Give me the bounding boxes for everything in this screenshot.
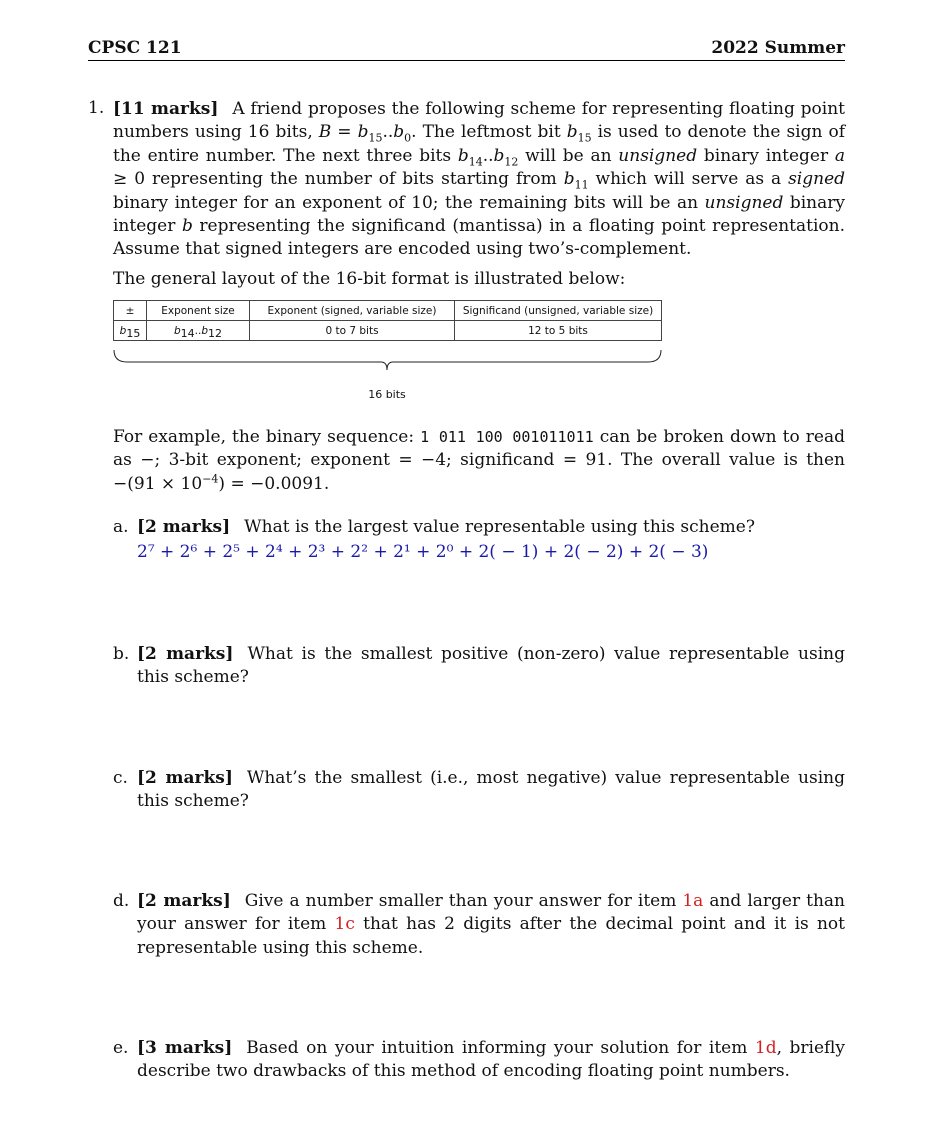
bit-layout-table <box>113 300 662 341</box>
table-cell-significand-bits: 12 to 5 bits <box>455 321 662 341</box>
ref-1c-link[interactable]: 1c <box>334 914 355 935</box>
table-header-exponent: Exponent (signed, variable size) <box>250 301 455 321</box>
table-header-exponent-size: Exponent size <box>147 301 250 321</box>
ref-1a-link[interactable]: 1a <box>682 891 704 911</box>
example-text: For example, the binary sequence: 1 011 100 001011011 can be broken down to read as −; 3-bit exponent; exponent = −4; significand = 91. The overall value is then $-(91 \times 10^{-4}) = -0.0091$. <box>113 427 845 494</box>
course-code: CPSC 121 <box>88 38 182 58</box>
part-b: b. [2 marks] What is the smallest positive (non-zero) value representable using this scheme? <box>113 644 845 688</box>
table-cell-b14-b12: $b_{14}..b_{12}$ <box>147 321 250 341</box>
part-e: e. [3 marks] Based on your intuition informing your solution for item 1d, briefly describe two drawbacks of this method of encoding floating point numbers. <box>113 1038 845 1082</box>
table-cell-exponent-bits: 0 to 7 bits <box>250 321 455 341</box>
part-a: a. [2 marks] What is the largest value representable using this scheme? <box>113 517 755 537</box>
part-d: d. [2 marks] Give a number smaller than your answer for item 1a and larger than your answer for item 1c that has 2 digits after the decimal point and it is not representable using this scheme. <box>113 891 845 958</box>
question-number: 1. <box>88 98 105 118</box>
term: 2022 Summer <box>711 38 845 58</box>
brace-label: 16 bits <box>368 388 406 401</box>
question-marks: [11 marks] <box>113 99 219 119</box>
ref-1d-link[interactable]: 1d <box>754 1038 777 1058</box>
example-bit-sequence: 1 011 100 001011011 <box>420 428 594 446</box>
part-a-answer: 2⁷ + 2⁶ + 2⁵ + 2⁴ + 2³ + 2² + 2¹ + 2⁰ + 2( − 1) + 2( − 2) + 2( − 3) <box>137 542 709 562</box>
brace-16-bits <box>113 348 665 384</box>
table-header-sign: ± <box>114 301 147 321</box>
table-cell-b15: $b_{15}$ <box>114 321 147 341</box>
layout-intro: The general layout of the 16-bit format is illustrated below: <box>113 269 626 289</box>
table-header-significand: Significand (unsigned, variable size) <box>455 301 662 321</box>
page-header <box>88 36 845 61</box>
question-intro: [11 marks] A friend proposes the following scheme for representing floating point numbers using 16 bits, $B = b_{15}..b_0$. The leftmost bit $b_{15}$ is used to denote the sign of the entire number. The next three bits $b_{14}..b_{12}$ will be an unsigned binary integer a ≥ 0 representing the number of bits starting from $b_{11}$ which will serve as a signed binary integer for an exponent of 10; the remaining bits will be an unsigned binary integer b representing the significand (mantissa) in a floating point representation. Assume that signed integers are encoded using two’s-complement. <box>113 99 846 260</box>
part-c: c. [2 marks] What’s the smallest (i.e., most negative) value representable using this scheme? <box>113 768 845 812</box>
